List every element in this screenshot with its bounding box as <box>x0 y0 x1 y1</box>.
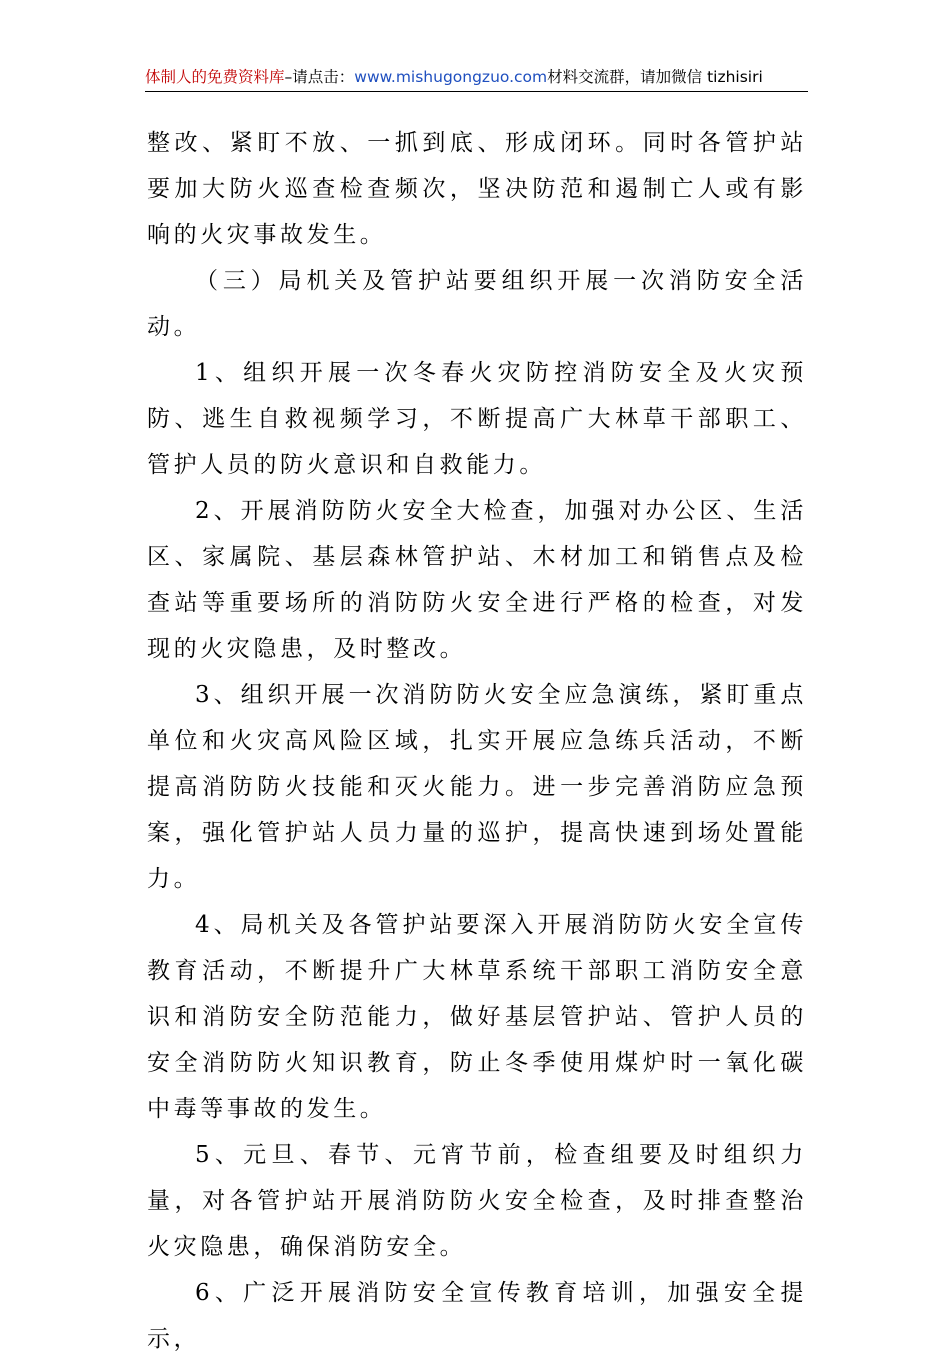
paragraph-continuation: 整改、紧盯不放、一抓到底、形成闭环。同时各管护站要加大防火巡查检查频次，坚决防范和遏制亡人或有影响的火灾事故发生。 <box>147 130 807 248</box>
paragraph-item-5: 5、元旦、春节、元宵节前，检查组要及时组织力量，对各管护站开展消防防火安全检查，及时排查整治火灾隐患，确保消防安全。 <box>147 1142 807 1260</box>
page-header <box>145 66 808 92</box>
paragraph-item-6: 6、广泛开展消防安全宣传教育培训，加强安全提示， <box>147 1280 807 1352</box>
header-click-text: –请点击： <box>284 68 355 86</box>
header-site-name: 体制人的免费资料库 <box>145 68 285 86</box>
header-url-link[interactable]: www.mishugongzuo.com <box>354 68 548 86</box>
paragraph-item-2: 2、开展消防防火安全大检查，加强对办公区、生活区、家属院、基层森林管护站、木材加工和销售点及检查站等重要场所的消防防火安全进行严格的检查，对发现的火灾隐患，及时整改。 <box>147 498 807 662</box>
paragraph-item-4: 4、局机关及各管护站要深入开展消防防火安全宣传教育活动，不断提升广大林草系统干部职工消防安全意识和消防安全防范能力，做好基层管护站、管护人员的安全消防防火知识教育，防止冬季使用煤炉时一氧化碳中毒等事故的发生。 <box>147 912 807 1122</box>
document-body <box>147 120 807 1362</box>
paragraph-item-3: 3、组织开展一次消防防火安全应急演练，紧盯重点单位和火灾高风险区域，扎实开展应急练兵活动，不断提高消防防火技能和灭火能力。进一步完善消防应急预案，强化管护站人员力量的巡护，提高快速到场处置能力。 <box>147 682 807 892</box>
header-contact-text: 材料交流群，请加微信 tizhisiri <box>547 68 763 86</box>
paragraph-item-1: 1、组织开展一次冬春火灾防控消防安全及火灾预防、逃生自救视频学习，不断提高广大林草干部职工、管护人员的防火意识和自救能力。 <box>147 360 807 478</box>
section-heading-3: （三）局机关及管护站要组织开展一次消防安全活动。 <box>147 268 807 340</box>
